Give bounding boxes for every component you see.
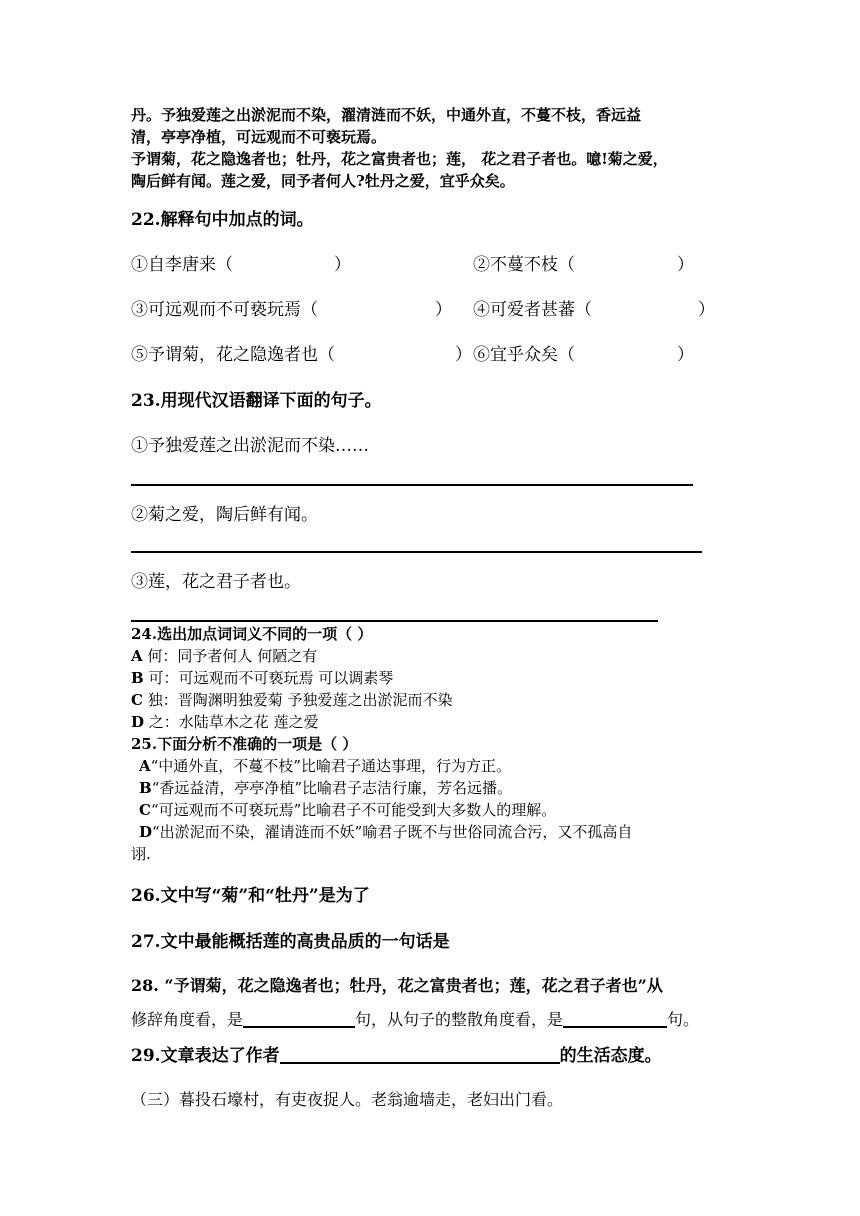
question-24-title: 24.选出加点词词义不同的一项（ ）: [131, 625, 373, 643]
question-26: 26.文中写“菊”和“牡丹”是为了: [131, 886, 370, 906]
question-24: [131, 623, 632, 865]
q23-item-1: ①予独爱莲之出淤泥而不染……: [131, 436, 369, 456]
q22-item-3: ③可远观而不可亵玩焉（: [131, 300, 318, 320]
q23-item-3: ③莲，花之君子者也。: [131, 572, 301, 592]
section-3-heading: （三）暮投石壕村，有吏夜捉人。老翁逾墙走，老妇出门看。: [131, 1090, 564, 1109]
question-22-title: 22.解释句中加点的词。: [131, 210, 314, 230]
q24-option-c: C 独：晋陶渊明独爱菊 予独爱莲之出淤泥而不染: [131, 691, 453, 709]
q22-close: ）: [334, 255, 351, 275]
q25-option-d: D“出淤泥而不染，濯请涟而不妖”喻君子既不与世俗同流合污，又不孤高自: [139, 823, 633, 841]
q22-item-6: ⑥宜乎众矣（: [473, 345, 575, 365]
passage-line: 清，亭亭净植，可远观而不可亵玩焉。: [131, 128, 387, 146]
q22-item-1: ①自李唐来（: [131, 255, 233, 275]
blank-attitude[interactable]: [280, 1044, 560, 1064]
blank-rhetoric[interactable]: [243, 1010, 355, 1028]
question-29: 29.文章表达了作者 的生活态度。: [131, 1046, 662, 1066]
q22-item-5: ⑤予谓菊，花之隐逸者也（: [131, 345, 335, 365]
q22-close: ）: [698, 300, 715, 320]
q22-close: ）: [677, 345, 694, 365]
answer-line[interactable]: [131, 551, 702, 553]
blank-sentence-form[interactable]: [563, 1010, 667, 1028]
passage-line: 丹。予独爱莲之出淤泥而不染，濯清涟而不妖，中通外直，不蔓不枝，香远益: [131, 106, 642, 124]
answer-line[interactable]: [131, 484, 693, 486]
question-28-line1: 28. “予谓菊，花之隐逸者也；牡丹，花之富贵者也；莲，花之君子者也”从: [131, 976, 663, 995]
q22-item-2: ②不蔓不枝（: [473, 255, 575, 275]
question-28-line2: 修辞角度看，是 句，从句子的整散角度看，是 句。: [131, 1010, 700, 1029]
passage: [131, 104, 668, 192]
q24-option-d: D 之：水陆草木之花 莲之爱: [131, 713, 319, 731]
passage-line: 陶后鲜有闻。莲之爱，同予者何人?牡丹之爱，宜乎众矣。: [131, 172, 515, 190]
question-27: 27.文中最能概括莲的高贵品质的一句话是: [131, 932, 450, 952]
q24-option-a: A 何：同予者何人 何陋之有: [131, 647, 318, 665]
question-23-title: 23.用现代汉语翻译下面的句子。: [131, 391, 382, 411]
q24-option-b: B 可：可远观而不可亵玩焉 可以调素琴: [131, 669, 394, 687]
q25-option-a: A“中通外直，不蔓不枝”比喻君子通达事理，行为方正。: [139, 757, 511, 775]
q22-close: ）: [677, 255, 694, 275]
q22-item-4: ④可爱者甚蕃（: [473, 300, 592, 320]
q22-close: ）: [455, 345, 472, 365]
q22-close: ）: [435, 300, 452, 320]
answer-line[interactable]: [131, 620, 658, 622]
q25-option-d-cont: 诩.: [131, 845, 151, 863]
question-25-title: 25.下面分析不准确的一项是（ ）: [131, 735, 358, 753]
passage-line: 予谓菊，花之隐逸者也；牡丹，花之富贵者也；莲， 花之君子者也。噫!菊之爱，: [131, 150, 668, 168]
q25-option-b: B“香远益清，亭亭净植”比喻君子志洁行廉，芳名远播。: [139, 779, 513, 797]
q25-option-c: C“可远观而不可亵玩焉”比喻君子不可能受到大多数人的理解。: [139, 801, 557, 819]
q23-item-2: ②菊之爱，陶后鲜有闻。: [131, 505, 318, 525]
